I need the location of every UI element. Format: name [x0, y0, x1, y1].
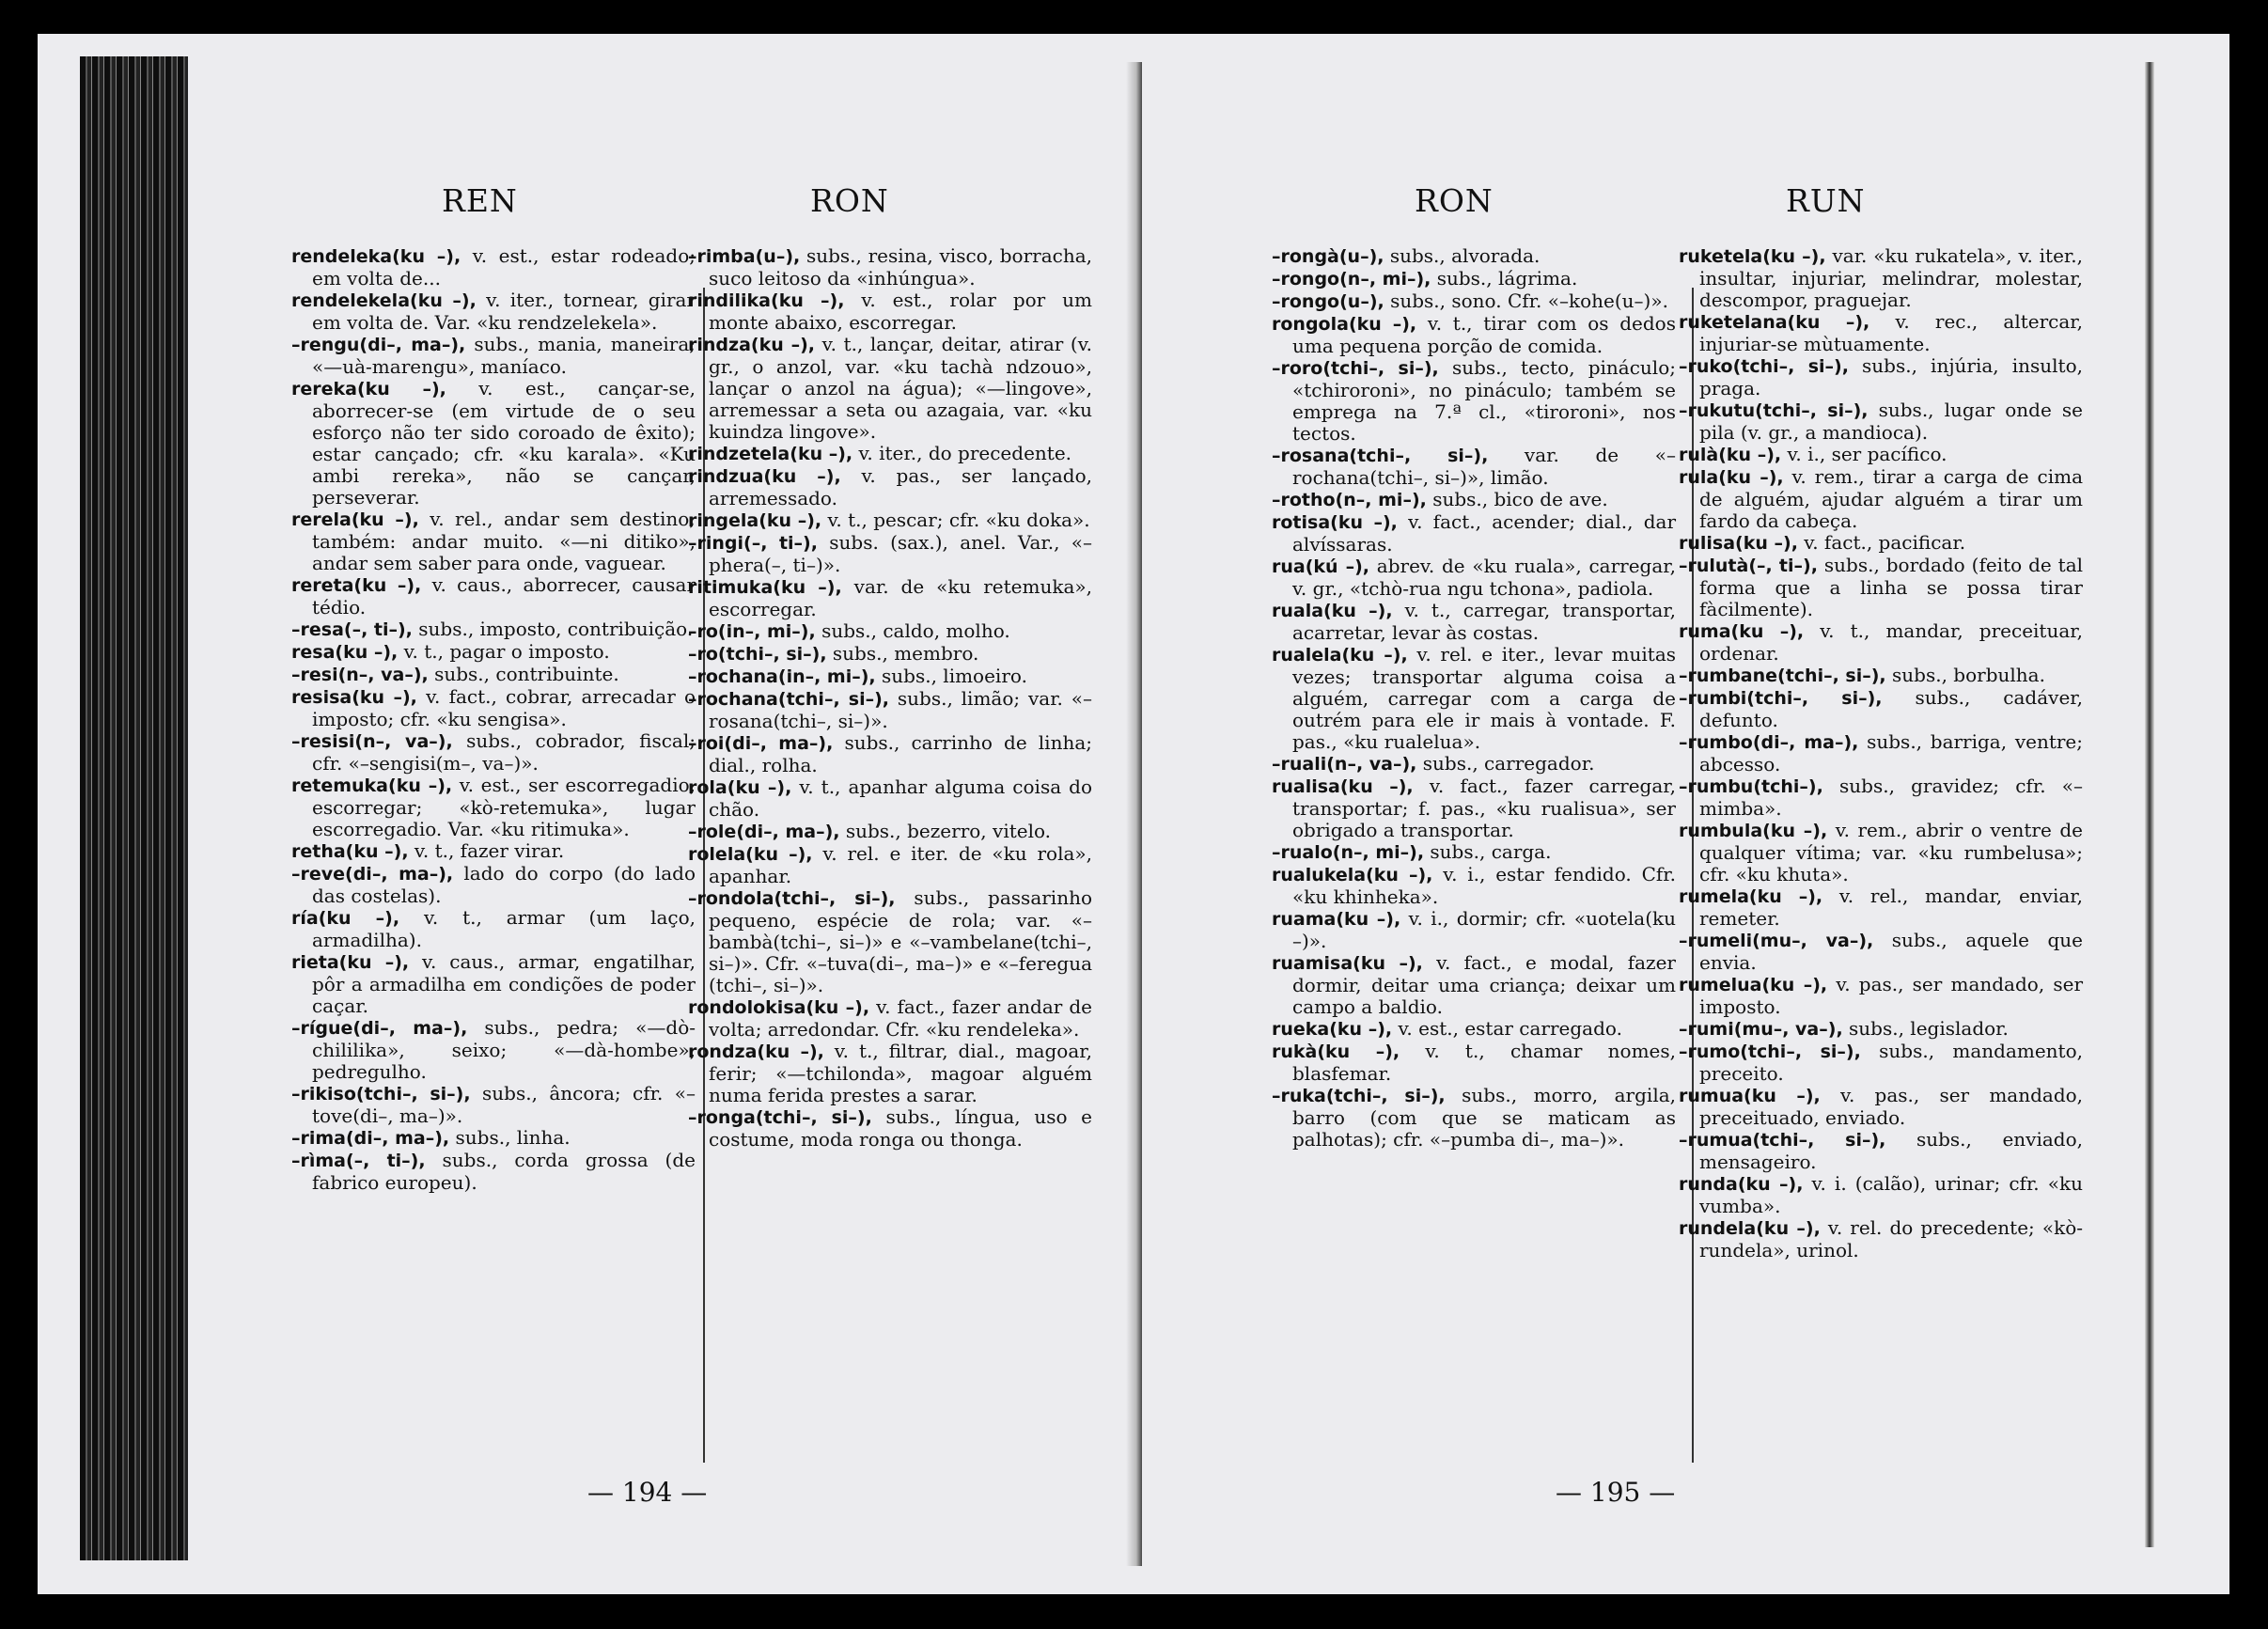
headword: –rikiso(tchi–, si–), — [291, 1084, 471, 1104]
definition: v. i., ser pacífico. — [1787, 443, 1947, 465]
headword: rulà(ku –), — [1679, 445, 1782, 465]
definition: subs., limão; var. «–rosana(tchi–, si–)». — [709, 687, 1093, 732]
entry — [291, 840, 696, 863]
entry — [291, 245, 696, 290]
definition: var. de «ku retemuka», escorregar. — [709, 575, 1092, 620]
headword: –rengu(di–, ma–), — [291, 335, 466, 355]
definition: v. t., carregar, transportar, acarretar, levar às costas. — [1292, 599, 1677, 644]
binding-edge — [80, 56, 188, 1560]
definition: subs., mania, maneira; «—uà-marengu», maníaco. — [312, 333, 696, 378]
definition: subs., pedra; «—dò-chililika», seixo; «—dà-hombe», pedregulho. — [312, 1016, 696, 1083]
entry — [1272, 1085, 1676, 1151]
definition: v. est., rolar por um monte abaixo, escorregar. — [709, 289, 1092, 334]
entry — [291, 334, 696, 378]
definition: subs., caldo, molho. — [821, 619, 1010, 642]
definition: subs., cobrador, fiscal; cfr. «–sengisi(m–, va–)». — [312, 729, 696, 775]
definition: subs., bordado (feito de tal forma que a linha se possa tirar fàcilmente). — [1699, 554, 2084, 620]
headword: –role(di–, ma–), — [688, 822, 840, 842]
entry — [1679, 532, 2083, 555]
headword: ritimuka(ku –), — [688, 577, 842, 598]
dictionary-column — [1679, 245, 2083, 1458]
entry — [1679, 1041, 2083, 1085]
headword: resa(ku –), — [291, 642, 399, 663]
headword: –ronga(tchi–, si–), — [688, 1107, 872, 1128]
entry — [1272, 841, 1676, 864]
entry — [1272, 775, 1676, 841]
entry — [688, 887, 1092, 996]
entry — [1679, 620, 2083, 665]
headword: rualukela(ku –), — [1272, 865, 1433, 885]
entry — [1679, 687, 2083, 731]
definition: subs., bico de ave. — [1432, 488, 1608, 510]
entry — [688, 1106, 1092, 1151]
definition: v. rel., andar sem destino; também: andar muito. «—ni ditiko», andar sem saber para onde, vaguear. — [312, 508, 696, 574]
entry — [1679, 245, 2083, 311]
entry — [1679, 466, 2083, 532]
scanned-book-spread — [38, 34, 2229, 1594]
entry — [291, 730, 696, 775]
headword: –ringi(–, ti–), — [688, 533, 818, 554]
entry — [291, 641, 696, 664]
definition: v. t., lançar, deitar, atirar (v. gr., o anzol, var. «ku tachà ndzouo», lançar o anzol na água); «—lingove», arremessar a seta ou azagaia, var. «ku kuindza lingove». — [709, 333, 1092, 443]
definition: v. fact., fazer andar de volta; arredondar. Cfr. «ku rendeleka». — [709, 995, 1093, 1041]
headword: –rumua(tchi–, si–), — [1679, 1130, 1886, 1151]
definition: subs., barriga, ventre; abcesso. — [1699, 730, 2084, 775]
entry — [1679, 731, 2083, 775]
headword: retha(ku –), — [291, 841, 409, 862]
definition: v. rel., mandar, enviar, remeter. — [1699, 885, 2083, 930]
headword: rumela(ku –), — [1679, 886, 1823, 907]
entry — [291, 907, 696, 951]
definition: subs., limoeiro. — [882, 665, 1027, 687]
headword: rindza(ku –), — [688, 335, 816, 355]
definition: v. iter., tornear, girar em volta de. Var. «ku rendzelekela». — [312, 289, 696, 334]
headword: –rongo(u–), — [1272, 291, 1384, 312]
definition: subs., imposto, contribuição. — [418, 618, 694, 640]
definition: subs., carregador. — [1422, 752, 1595, 775]
entry — [291, 863, 696, 907]
entry — [1272, 864, 1676, 908]
definition: v. caus., aborrecer, causar tédio. — [312, 573, 696, 619]
page-number: — 194 — — [587, 1477, 708, 1508]
entry — [1272, 600, 1676, 644]
headword: –rualo(n–, mi–), — [1272, 842, 1425, 863]
headword: ruketelana(ku –), — [1679, 312, 1870, 333]
entry — [1272, 1041, 1676, 1085]
entry — [1272, 556, 1676, 600]
headword: –ruka(tchi–, si–), — [1272, 1086, 1446, 1106]
headword: –resi(n–, va–), — [291, 665, 429, 685]
headword: retemuka(ku –), — [291, 775, 453, 796]
definition: v. est., ser escorregadio, escorregar; «kò-retemuka», lugar escorregadio. Var. «ku ritimuka». — [312, 774, 696, 840]
headword: rundela(ku –), — [1679, 1218, 1821, 1239]
definition: subs., alvorada. — [1389, 244, 1541, 267]
definition: v. caus., armar, engatilhar, pôr a armadilha em condições de poder caçar. — [312, 950, 696, 1017]
entry — [1679, 1173, 2083, 1217]
entry — [1679, 930, 2083, 974]
definition: subs., bezerro, vitelo. — [845, 820, 1052, 842]
entry — [291, 686, 696, 730]
headword: –rumbane(tchi–, si–), — [1679, 666, 1886, 686]
headword: –rongo(n–, mi–), — [1272, 269, 1431, 290]
definition: abrev. de «ku ruala», carregar, v. gr., «tchò-rua ngu tchona», padiola. — [1292, 555, 1676, 600]
right-page — [1142, 34, 2229, 1594]
entry — [291, 951, 696, 1017]
definition: v. i., dormir; cfr. «uotela(ku –)». — [1292, 907, 1677, 952]
definition: v. rec., altercar, injuriar-se mùtuamente. — [1699, 310, 2083, 355]
definition: subs., resina, visco, borracha, suco leitoso da «inhúngua». — [709, 244, 1093, 290]
headword: rerela(ku –), — [291, 509, 419, 530]
entry — [1679, 820, 2083, 885]
headword: –rumbu(tchi–), — [1679, 776, 1823, 797]
definition: v. i., estar fendido. Cfr. «ku khinheka». — [1292, 863, 1676, 908]
headword: –ro(tchi–, si–), — [688, 644, 827, 665]
headword: ringela(ku –), — [688, 510, 822, 531]
definition: v. pas., ser mandado, ser imposto. — [1699, 973, 2084, 1018]
entry — [291, 1017, 696, 1083]
entry — [1679, 444, 2083, 466]
page-edge — [2145, 62, 2154, 1547]
headword: –ruali(n–, va–), — [1272, 754, 1417, 775]
definition: v. t., apanhar alguma coisa do chão. — [709, 775, 1093, 821]
headword: rereka(ku –), — [291, 379, 446, 399]
definition: v. est., estar carregado. — [1398, 1017, 1622, 1040]
headword: rua(kú –), — [1272, 556, 1369, 577]
headword: –rulutà(–, ti–), — [1679, 556, 1818, 576]
entry — [1679, 775, 2083, 820]
entry — [688, 643, 1092, 666]
headword: ruamisa(ku –), — [1272, 953, 1423, 974]
page-number: — 195 — — [1556, 1477, 1676, 1508]
definition: subs., tecto, pináculo; «tchiroroni», no pináculo; também se emprega na 7.ª cl., «tiroroni», nos tectos. — [1292, 356, 1676, 445]
headword: rindzetela(ku –), — [688, 444, 853, 464]
definition: v. pas., ser mandado, preceituado, enviado. — [1699, 1084, 2084, 1129]
entry — [1272, 489, 1676, 511]
dictionary-column — [291, 245, 696, 1458]
entry — [1679, 555, 2083, 620]
entry — [291, 509, 696, 574]
headword: –ruko(tchi–, si–), — [1679, 356, 1849, 377]
running-head-left: REN — [442, 182, 518, 219]
definition: subs., injúria, insulto, praga. — [1699, 354, 2083, 399]
headword: rumbula(ku –), — [1679, 821, 1828, 841]
definition: subs., âncora; cfr. «–tove(di–, ma–)». — [312, 1082, 696, 1127]
entry — [688, 732, 1092, 776]
entry — [688, 688, 1092, 732]
definition: v. t., armar (um laço, armadilha). — [312, 906, 696, 951]
definition: v. i. (calão), urinar; cfr. «ku vumba». — [1699, 1172, 2083, 1217]
headword: –roro(tchi–, si–), — [1272, 358, 1439, 379]
definition: v. t., pescar; cfr. «ku doka». — [827, 509, 1090, 531]
definition: v. est., estar rodeado; em volta de... — [312, 244, 696, 290]
headword: –rongà(u–), — [1272, 246, 1384, 267]
entry — [688, 290, 1092, 334]
definition: subs., mandamento, preceito. — [1699, 1040, 2083, 1085]
entry — [1272, 357, 1676, 445]
entry — [688, 334, 1092, 443]
entry — [1272, 908, 1676, 952]
entry — [688, 843, 1092, 887]
definition: subs., gravidez; cfr. «–mimba». — [1699, 775, 2083, 820]
headword: –rumo(tchi–, si–), — [1679, 1042, 1861, 1062]
running-head-right: RON — [810, 182, 889, 219]
definition: v. pas., ser lançado, arremessado. — [709, 464, 1092, 509]
left-page — [38, 34, 1142, 1594]
entry — [1679, 399, 2083, 444]
headword: ruketela(ku –), — [1679, 246, 1826, 267]
definition: subs., morro, argila, barro (com que se maticam as palhotas); cfr. «–pumba di–, ma–)». — [1292, 1084, 1676, 1151]
entry — [688, 465, 1092, 509]
entry — [1679, 311, 2083, 355]
entry — [1679, 1018, 2083, 1041]
headword: –ro(in–, mi–), — [688, 621, 816, 642]
definition: var. «ku rukatela», v. iter., insultar, injuriar, melindrar, molestar, descompor, praguejar. — [1699, 244, 2084, 311]
running-head-right: RUN — [1786, 182, 1866, 219]
headword: –roi(di–, ma–), — [688, 733, 834, 754]
entry — [688, 532, 1092, 576]
headword: –rochana(in–, mi–), — [688, 666, 876, 687]
headword: rualela(ku –), — [1272, 645, 1408, 666]
definition: v. fact., acender; dial., dar alvíssaras. — [1292, 510, 1677, 556]
headword: rumua(ku –), — [1679, 1086, 1821, 1106]
headword: –resa(–, ti–), — [291, 619, 413, 640]
definition: subs., aquele que envia. — [1699, 929, 2083, 974]
entry — [291, 775, 696, 840]
entry — [1272, 511, 1676, 556]
entry — [1272, 952, 1676, 1018]
entry — [688, 620, 1092, 643]
entry — [688, 509, 1092, 532]
headword: –reve(di–, ma–), — [291, 864, 454, 885]
headword: rindilika(ku –), — [688, 290, 845, 311]
definition: v. fact., pacificar. — [1804, 531, 1966, 554]
headword: rongola(ku –), — [1272, 314, 1417, 335]
definition: subs. (sax.), anel. Var., «–phera(–, ti–)». — [709, 531, 1092, 576]
headword: rola(ku –), — [688, 777, 792, 798]
headword: rulisa(ku –), — [1679, 533, 1798, 554]
headword: rula(ku –), — [1679, 467, 1784, 488]
headword: rondolokisa(ku –), — [688, 997, 870, 1018]
entry — [1272, 313, 1676, 357]
definition: subs., corda grossa (de fabrico europeu). — [312, 1149, 696, 1194]
headword: rolela(ku –), — [688, 844, 813, 865]
entry — [1272, 644, 1676, 753]
definition: subs., linha. — [455, 1126, 571, 1149]
headword: rondza(ku –), — [688, 1042, 824, 1062]
entry — [291, 1150, 696, 1194]
entry — [688, 776, 1092, 821]
headword: rendeleka(ku –), — [291, 246, 461, 267]
entry — [688, 821, 1092, 843]
headword: ría(ku –), — [291, 908, 400, 929]
entry — [1272, 290, 1676, 313]
entry — [688, 996, 1092, 1041]
definition: v. rel. e iter. de «ku rola», apanhar. — [709, 842, 1092, 887]
definition: v. t., fazer virar. — [414, 839, 565, 862]
definition: v. t., tirar com os dedos uma pequena porção de comida. — [1292, 312, 1676, 357]
headword: rereta(ku –), — [291, 575, 422, 596]
headword: –rukutu(tchi–, si–), — [1679, 400, 1869, 421]
headword: rindzua(ku –), — [688, 466, 841, 487]
definition: v. est., cançar-se, aborrecer-se (em virtude de o seu esforço não ter sido coroado de êxito); estar cançado; cfr. «ku karala». «Ku ambi rereka», não se cançar, perseverar. — [312, 377, 696, 509]
definition: subs., membro. — [832, 642, 979, 665]
headword: rumelua(ku –), — [1679, 975, 1828, 995]
headword: –rimba(u–), — [688, 246, 801, 267]
headword: runda(ku –), — [1679, 1174, 1804, 1195]
definition: subs., passarinho pequeno, espécie de rola; var. «–bambà(tchi–, si–)» e «–vambelane(tchi–, si–)». Cfr. «–tuva(di–, ma–)» e «–feregua (tchi–, si–)». — [709, 886, 1092, 996]
definition: var. de «–rochana(tchi–, si–)», limão. — [1292, 444, 1676, 489]
headword: rendelekela(ku –), — [291, 290, 477, 311]
headword: rualisa(ku –), — [1272, 776, 1414, 797]
entry — [1272, 245, 1676, 268]
dictionary-column — [1272, 245, 1676, 1458]
headword: –rochana(tchi–, si–), — [688, 689, 890, 710]
headword: rueka(ku –), — [1272, 1019, 1393, 1040]
entry — [291, 378, 696, 509]
entry — [291, 664, 696, 686]
definition: v. t., filtrar, dial., magoar, ferir; «—tchilonda», magoar alguém numa ferida prestes a sarar. — [709, 1040, 1092, 1106]
definition: subs., legislador. — [1849, 1017, 2009, 1040]
definition: v. rem., abrir o ventre de qualquer vítima; var. «ku rumbelusa»; cfr. «ku khuta». — [1699, 819, 2083, 885]
headword: –rígue(di–, ma–), — [291, 1018, 468, 1039]
headword: –rìma(–, ti–), — [291, 1151, 426, 1171]
definition: subs., sono. Cfr. «–kohe(u–)». — [1390, 290, 1668, 312]
definition: subs., carga. — [1430, 840, 1552, 863]
definition: v. fact., fazer carregar, transportar; f. pas., «ku rualisua», ser obrigado a transportar. — [1292, 775, 1676, 841]
definition: v. rem., tirar a carga de cima de alguém, ajudar alguém a tirar um fardo da cabeça. — [1699, 465, 2083, 532]
entry — [1679, 1217, 2083, 1261]
definition: lado do corpo (do lado das costelas). — [312, 862, 696, 907]
entry — [291, 619, 696, 641]
headword: rotisa(ku –), — [1272, 512, 1398, 533]
headword: –rumbo(di–, ma–), — [1679, 732, 1859, 753]
headword: –rumbi(tchi–, si–), — [1679, 688, 1883, 709]
definition: subs., cadáver, defunto. — [1699, 686, 2083, 731]
entry — [1679, 665, 2083, 687]
entry — [1272, 1018, 1676, 1041]
headword: –rosana(tchi–, si–), — [1272, 446, 1489, 466]
entry — [1679, 1085, 2083, 1129]
entry — [1272, 268, 1676, 290]
definition: subs., lágrima. — [1436, 267, 1578, 290]
entry — [1272, 753, 1676, 775]
definition: v. t., pagar o imposto. — [403, 640, 610, 663]
headword: rieta(ku –), — [291, 952, 410, 973]
entry — [291, 1127, 696, 1150]
definition: subs., borbulha. — [1892, 664, 2045, 686]
definition: subs., lugar onde se pila (v. gr., a mandioca). — [1699, 399, 2083, 444]
headword: –rotho(n–, mi–), — [1272, 490, 1427, 510]
entry — [688, 1041, 1092, 1106]
entry — [1679, 885, 2083, 930]
headword: –rondola(tchi–, si–), — [688, 888, 896, 909]
headword: ruala(ku –), — [1272, 601, 1393, 621]
entry — [1679, 355, 2083, 399]
definition: v. iter., do precedente. — [858, 442, 1072, 464]
definition: subs., enviado, mensageiro. — [1699, 1128, 2084, 1173]
entry — [291, 290, 696, 334]
definition: v. rel. do precedente; «kò-rundela», urinol. — [1699, 1216, 2083, 1261]
entry — [1272, 445, 1676, 489]
definition: subs., carrinho de linha; dial., rolha. — [709, 731, 1092, 776]
definition: v. rel. e iter., levar muitas vezes; transportar alguma coisa a alguém, carregar com a carga de outrém para ele ir mais à vontade. F. pas., «ku rualelua». — [1292, 643, 1677, 753]
entry — [688, 245, 1092, 290]
headword: ruma(ku –), — [1679, 621, 1805, 642]
headword: –rima(di–, ma–), — [291, 1128, 450, 1149]
definition: v. fact., cobrar, arrecadar o imposto; cfr. «ku sengisa». — [312, 685, 696, 730]
headword: ruama(ku –), — [1272, 909, 1401, 930]
entry — [291, 1083, 696, 1127]
entry — [688, 666, 1092, 688]
dictionary-column — [688, 245, 1092, 1458]
entry — [1679, 1129, 2083, 1173]
entry — [291, 574, 696, 619]
definition: subs., língua, uso e costume, moda ronga ou thonga. — [709, 1105, 1092, 1151]
entry — [688, 576, 1092, 620]
running-head-left: RON — [1415, 182, 1494, 219]
headword: rukà(ku –), — [1272, 1042, 1400, 1062]
entry — [1679, 974, 2083, 1018]
headword: –rumeli(mu–, va–), — [1679, 931, 1874, 951]
definition: v. t., mandar, preceituar, ordenar. — [1699, 619, 2083, 665]
headword: –rumi(mu–, va–), — [1679, 1019, 1843, 1040]
definition: subs., contribuinte. — [434, 663, 619, 685]
headword: –resisi(n–, va–), — [291, 731, 453, 752]
definition: v. fact., e modal, fazer dormir, deitar uma criança; deixar um campo a baldio. — [1292, 951, 1676, 1018]
entry — [688, 443, 1092, 465]
definition: v. t., chamar nomes, blasfemar. — [1292, 1040, 1677, 1085]
headword: resisa(ku –), — [291, 687, 417, 708]
